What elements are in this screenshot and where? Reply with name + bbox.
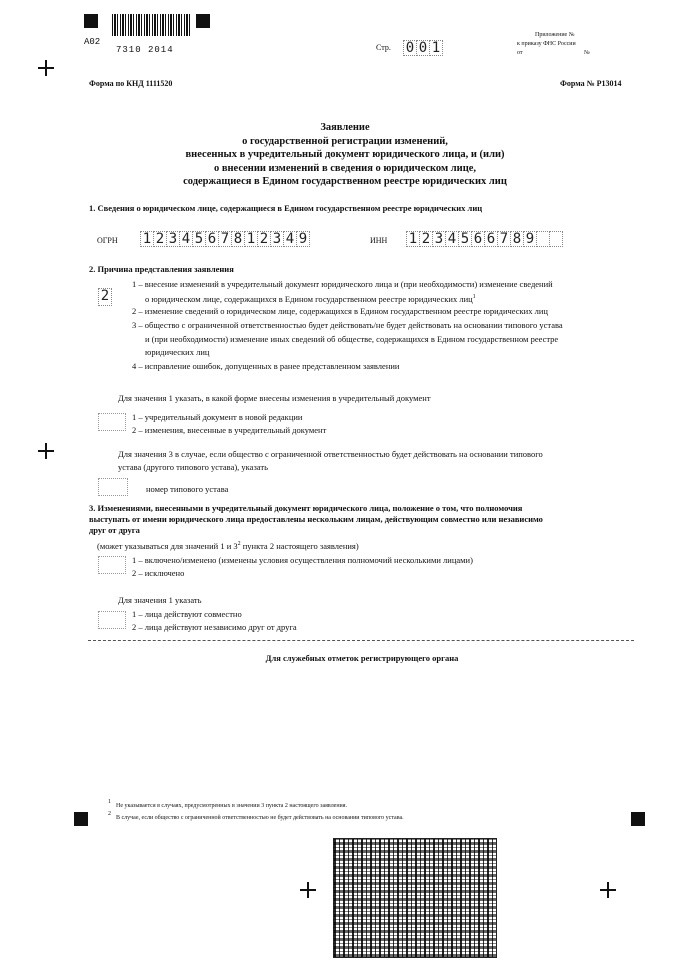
footnote-ref-2: 2 [237, 541, 241, 547]
ogrn-digit: 5 [192, 231, 206, 247]
inn-digit: 6 [471, 231, 485, 247]
section3-heading: 3. Изменениями, внесенными в учредительный документ юридического лица, положение о том, что полномочия выступать от имени юридического лица предоставлены нескольким лицам, действующим совместно или независимо друг от друга [89, 503, 543, 535]
reason-option-3: 3 – общество с ограниченной ответственностью будет действовать/не будет действовать на основании типового устава [132, 320, 563, 330]
footnote-2: В случае, если общество с ограниченной ответственностью не будет действовать на основании типового устава. [116, 815, 404, 821]
ogrn-digit: 9 [296, 231, 310, 247]
section3-option-2: 2 – исключено [132, 568, 185, 578]
footnote-ref-1: 1 [472, 294, 476, 300]
section3-sub-caption: Для значения 1 указать [118, 595, 202, 605]
ogrn-digit: 1 [244, 231, 258, 247]
inn-digit: 6 [484, 231, 498, 247]
ogrn-digit: 1 [140, 231, 154, 247]
title-line: внесенных в учредительный документ юридического лица, и (или) [185, 149, 505, 160]
section3-sub-field[interactable] [98, 611, 126, 629]
registration-square-top-right [196, 14, 210, 28]
ogrn-digit: 2 [153, 231, 167, 247]
appendix-line3-right: № [584, 50, 590, 56]
form-number: Форма № Р13014 [560, 79, 622, 88]
ogrn-label: ОГРН [97, 236, 118, 245]
inn-digit: 8 [510, 231, 524, 247]
appendix-line3-left: от [517, 50, 523, 56]
document-title [150, 121, 540, 189]
crosshair-mark-bottom-right [600, 882, 616, 898]
sub1-option-2: 2 – изменения, внесенные в учредительный документ [132, 425, 327, 435]
inn-digit: 1 [406, 231, 420, 247]
barcode-code: A02 [84, 37, 101, 47]
inn-digit: 7 [497, 231, 511, 247]
sub1-caption: Для значения 1 указать, в какой форме внесены изменения в учредительный документ [118, 393, 431, 403]
reason-field[interactable] [98, 288, 111, 306]
reason-option-1-cont: о юридическом лице, содержащихся в Едином государственном реестре юридических лиц$^1$ [145, 293, 476, 304]
inn-label: ИНН [370, 236, 388, 245]
page-digit: 1 [429, 40, 443, 56]
section3-option-1: 1 – включено/изменено (изменены условия осуществления полномочий несколькими лицами) [132, 555, 473, 565]
inn-digit: 3 [432, 231, 446, 247]
ogrn-digit: 7 [218, 231, 232, 247]
barcode-number: 7310 2014 [116, 45, 174, 55]
form-knd: Форма по КНД 1111520 [89, 79, 173, 88]
inn-digit [549, 231, 563, 247]
reason-option-2: 2 – изменение сведений о юридическом лице, содержащихся в Едином государственном реестре юридических лиц [132, 306, 548, 316]
reason-option-1: 1 – внесение изменений в учредительный документ юридического лица и (при необходимости) изменение сведений [132, 279, 553, 289]
title-line: содержащиеся в Едином государственном реестре юридических лиц [183, 176, 507, 187]
ogrn-digit: 3 [166, 231, 180, 247]
barcode [112, 14, 192, 36]
inn-digit: 4 [445, 231, 459, 247]
footnote-1: Не указывается в случаях, предусмотренных в значении 3 пункта 2 настоящего заявления. [116, 803, 348, 809]
crosshair-mark-bottom-left [300, 882, 316, 898]
reason-option-4: 4 – исправление ошибок, допущенных в ранее представленном заявлении [132, 361, 400, 371]
appendix-line1: Приложение № [535, 32, 575, 38]
ogrn-digit: 6 [205, 231, 219, 247]
reason-option-3-cont: и (при необходимости) изменение иных сведений об обществе, содержащихся в Едином государственном реестре [145, 334, 559, 344]
inn-digit [536, 231, 550, 247]
sub3-caption: Для значения 3 в случае, если общество с ограниченной ответственностью будет действовать на основании типового [118, 449, 543, 459]
ogrn-digit: 4 [283, 231, 297, 247]
section3-sub-option-1: 1 – лица действуют совместно [132, 609, 242, 619]
page-digit: 0 [416, 40, 430, 56]
charter-number-field[interactable] [98, 478, 128, 496]
page-digit: 0 [403, 40, 417, 56]
section3-sub-option-2: 2 – лица действуют независимо друг от друга [132, 622, 297, 632]
sub1-option-1: 1 – учредительный документ в новой редакции [132, 412, 303, 422]
footnote-2-number: 2 [108, 811, 111, 817]
ogrn-digit: 3 [270, 231, 284, 247]
inn-digit: 5 [458, 231, 472, 247]
section3-field[interactable] [98, 556, 126, 574]
section1-heading: 1. Сведения о юридическом лице, содержащиеся в Едином государственном реестре юридических лиц [89, 203, 483, 213]
inn-digit: 2 [419, 231, 433, 247]
ogrn-digit: 8 [231, 231, 245, 247]
sub3-caption-cont: устава (другого типового устава), указать [118, 462, 268, 472]
registration-square-top-left [84, 14, 98, 28]
charter-number-label: номер типового устава [146, 484, 229, 494]
title-line: о государственной регистрации изменений, [242, 135, 448, 147]
registration-square-bottom-right [631, 812, 645, 826]
ogrn-digit: 2 [257, 231, 271, 247]
crosshair-mark-middle [38, 443, 54, 459]
crosshair-mark-top [38, 60, 54, 76]
sub1-field[interactable] [98, 413, 126, 431]
section3-note: (может указываться для значений 1 и $3^2$ пункта 2 настоящего заявления) [97, 540, 359, 551]
inn-field[interactable] [406, 231, 562, 247]
separator-line [88, 640, 634, 641]
ogrn-field[interactable] [140, 231, 309, 247]
ogrn-digit: 4 [179, 231, 193, 247]
title-line: Заявление [320, 122, 370, 133]
page-number-cells [403, 40, 442, 56]
section2-heading: 2. Причина представления заявления [89, 264, 234, 274]
reason-option-3-cont2: юридических лиц [145, 347, 210, 357]
inn-digit: 9 [523, 231, 537, 247]
2d-barcode [333, 838, 497, 958]
reason-value: 2 [98, 288, 112, 306]
page-label: Стр. [376, 43, 391, 52]
official-heading: Для служебных отметок регистрирующего органа [265, 653, 459, 663]
footnote-1-number: 1 [108, 799, 111, 805]
title-line: о внесении изменений в сведения о юридическом лице, [213, 162, 477, 174]
appendix-line2: к приказу ФНС России [517, 41, 576, 47]
registration-square-bottom-left [74, 812, 88, 826]
